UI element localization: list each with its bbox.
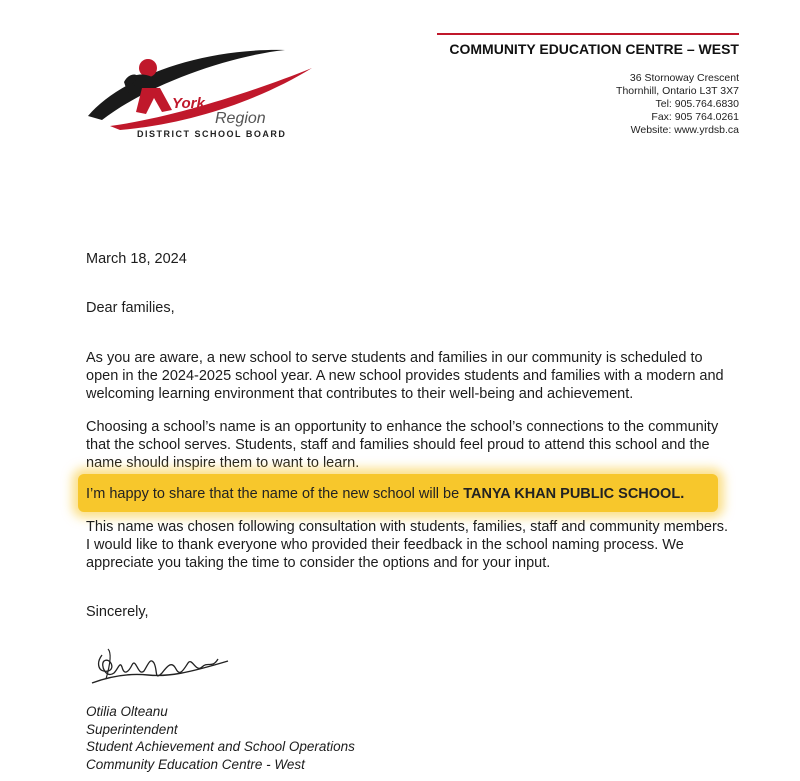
address-website: Website: www.yrdsb.ca xyxy=(630,124,739,136)
paragraph-line: This name was chosen following consultation with students, families, staff and community members. xyxy=(86,519,729,535)
paragraph-line: As you are aware, a new school to serve students and families in our community is scheduled to xyxy=(86,350,703,366)
closing: Sincerely, xyxy=(86,604,149,620)
announcement-prefix: I’m happy to share that the name of the new school will be xyxy=(86,486,464,502)
paragraph-1 xyxy=(86,349,746,403)
address-fax: Fax: 905 764.0261 xyxy=(651,111,739,123)
address-block xyxy=(616,72,739,137)
letter-date: March 18, 2024 xyxy=(86,251,187,267)
logo-york-text: York xyxy=(172,95,205,112)
yrdsb-logo xyxy=(80,38,320,148)
school-name: TANYA KHAN PUBLIC SCHOOL. xyxy=(463,486,685,502)
signer-block xyxy=(86,703,355,773)
address-tel: Tel: 905.764.6830 xyxy=(655,98,739,110)
paragraph-line: that the school serves. Students, staff and families should feel proud to attend this school and the xyxy=(86,437,710,453)
paragraph-2 xyxy=(86,418,746,472)
paragraph-line: welcoming learning environment that contributes to their well-being and achievement. xyxy=(86,386,634,402)
address-city: Thornhill, Ontario L3T 3X7 xyxy=(616,85,739,97)
announcement-text xyxy=(86,486,684,502)
paragraph-line: open in the 2024-2025 school year. A new school provides students and families with a modern and xyxy=(86,368,724,384)
logo-region-text: Region xyxy=(215,110,266,127)
address-street: 36 Stornoway Crescent xyxy=(629,72,739,84)
paragraph-line: appreciate you taking the time to consider the options and for your input. xyxy=(86,555,551,571)
signer-office: Community Education Centre - West xyxy=(86,756,305,772)
handwritten-signature xyxy=(88,643,238,695)
centre-title: COMMUNITY EDUCATION CENTRE – WEST xyxy=(449,41,739,57)
salutation: Dear families, xyxy=(86,300,175,316)
paragraph-line: Choosing a school’s name is an opportunity to enhance the school’s connections to the community xyxy=(86,419,719,435)
logo-board-text: DISTRICT SCHOOL BOARD xyxy=(137,129,287,139)
signer-department: Student Achievement and School Operations xyxy=(86,739,355,754)
signer-title: Superintendent xyxy=(86,721,178,737)
paragraph-line: I would like to thank everyone who provided their feedback in the school naming process. We xyxy=(86,537,684,553)
header-rule xyxy=(437,33,739,35)
signer-name: Otilia Olteanu xyxy=(86,704,168,719)
paragraph-line: name should inspire them to want to learn. xyxy=(86,455,360,471)
paragraph-3 xyxy=(86,518,746,572)
